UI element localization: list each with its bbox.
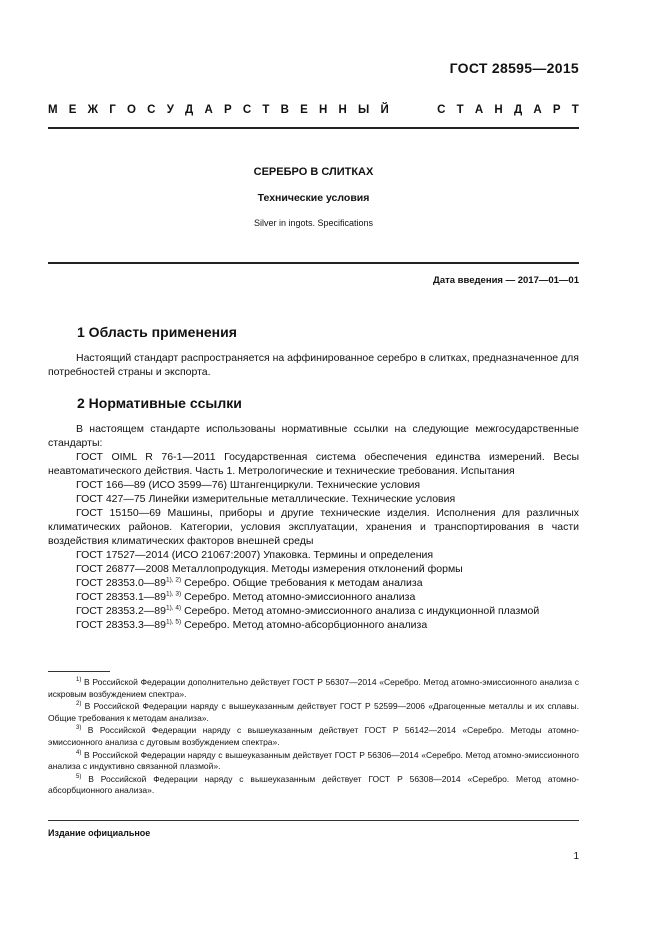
- reference-item: [48, 548, 579, 562]
- banner-letter: С: [242, 104, 252, 116]
- banner-letter: Е: [68, 104, 77, 116]
- reference-code: ГОСТ 28353.3—89: [76, 619, 166, 631]
- references-list: [48, 450, 579, 632]
- footnote: [48, 677, 579, 700]
- banner-letter: Т: [571, 104, 579, 116]
- banner-letter: Н: [318, 104, 328, 116]
- footnote-text: В Российской Федерации наряду с вышеуказанным действует ГОСТ Р 56142—2014 «Серебро. Методы атомно-эмиссионного анализа с дуговым возбуждением спектра».: [48, 725, 579, 747]
- reference-code: ГОСТ 15150—69: [76, 507, 161, 519]
- banner-letter: Н: [494, 104, 503, 116]
- reference-code: ГОСТ 26877—2008: [76, 563, 169, 575]
- reference-title: Серебро. Метод атомно-абсорбционного анализа: [184, 619, 428, 631]
- reference-code: ГОСТ 28353.1—89: [76, 591, 166, 603]
- footnote-mark: 1): [76, 677, 82, 684]
- reference-code: ГОСТ 17527—2014 (ИСО 21067:2007): [76, 549, 261, 561]
- footnote-mark: 2): [76, 701, 82, 708]
- banner-letter: У: [166, 104, 174, 116]
- footnote-text: В Российской Федерации наряду с вышеуказанным действует ГОСТ Р 52599—2006 «Драгоценные металлы и их сплавы. Общие требования к методам анализа».: [48, 701, 579, 723]
- reference-code: ГОСТ 28353.2—89: [76, 605, 166, 617]
- banner-letter: Ы: [358, 104, 370, 116]
- reference-item: [48, 618, 579, 632]
- document-subtitle: Технические условия: [257, 192, 370, 204]
- reference-title: Серебро. Метод атомно-эмиссионного анализа с индукционной плазмой: [184, 605, 540, 617]
- page-number: 1: [573, 851, 579, 862]
- reference-footnote-mark: 1), 5): [165, 618, 182, 626]
- scope-paragraph: [48, 351, 579, 379]
- banner-letter: С: [437, 104, 446, 116]
- reference-title: Серебро. Метод атомно-эмиссионного анализа: [184, 591, 416, 603]
- reference-title: Упаковка. Термины и определения: [263, 549, 434, 561]
- banner-letter: В: [280, 104, 289, 116]
- scope-text: Настоящий стандарт распространяется на аффинированное серебро в слитках, предназначенное для потребностей страны и экспорта.: [48, 352, 579, 378]
- title-divider: [48, 262, 579, 264]
- english-title: Silver in ingots. Specifications: [253, 218, 374, 228]
- banner-word-gap: [400, 104, 426, 116]
- reference-code: ГОСТ 28353.0—89: [76, 577, 166, 589]
- interstate-standard-banner: [48, 104, 579, 116]
- reference-item: [48, 590, 579, 604]
- reference-item: [48, 506, 579, 548]
- banner-letter: М: [48, 104, 58, 116]
- reference-code: ГОСТ 166—89 (ИСО 3599—76): [76, 479, 227, 491]
- footnote-mark: 5): [76, 773, 82, 780]
- banner-letter: А: [204, 104, 213, 116]
- banner-letter: Т: [456, 104, 464, 116]
- footnote-mark: 3): [76, 725, 82, 732]
- banner-letter: Ж: [87, 104, 99, 116]
- reference-item: [48, 576, 579, 590]
- reference-title: Штангенциркули. Технические условия: [229, 479, 421, 491]
- introduction-date: Дата введения — 2017—01—01: [433, 275, 579, 286]
- footnote-separator: [48, 671, 110, 672]
- top-divider: [48, 127, 579, 129]
- footnote-text: В Российской Федерации наряду с вышеуказанным действует ГОСТ Р 56308—2014 «Серебро. Метод атомно-абсорбционного анализа».: [48, 773, 579, 796]
- reference-footnote-mark: 1), 2): [165, 576, 182, 584]
- banner-letter: Р: [223, 104, 232, 116]
- banner-letter: Р: [552, 104, 561, 116]
- references-intro-paragraph: [48, 422, 579, 450]
- footnote: [48, 774, 579, 797]
- footnote-mark: 4): [76, 749, 82, 756]
- reference-footnote-mark: 1), 3): [165, 590, 182, 598]
- reference-item: [48, 492, 579, 506]
- banner-letter: Д: [185, 104, 194, 116]
- banner-letter: Г: [109, 104, 116, 116]
- reference-title: Серебро. Общие требования к методам анализа: [184, 577, 423, 589]
- banner-letter: О: [127, 104, 136, 116]
- banner-letter: Н: [338, 104, 347, 116]
- footnote: [48, 701, 579, 724]
- footnote-text: В Российской Федерации наряду с вышеуказанным действует ГОСТ Р 56306—2014 «Серебро. Метод атомно-эмиссионного анализа с индуктивно связанной плазмой».: [48, 749, 579, 772]
- footnotes: [48, 677, 579, 797]
- reference-title: Государственная система обеспечения единства измерений. Весы неавтоматического действия. Часть 1. Метрологические и технические требования. Испытания: [48, 451, 579, 477]
- banner-letter: Д: [513, 104, 523, 116]
- bottom-divider: [48, 820, 579, 821]
- section-heading-scope: 1 Область применения: [77, 324, 237, 340]
- footnote: [48, 750, 579, 773]
- reference-title: Машины, приборы и другие технические изделия. Исполнения для различных климатических районов. Категории, условия эксплуатации, хранения и транспортирования в части воздействия климатических факторов внешней среды: [48, 507, 579, 547]
- footnote-text: В Российской Федерации дополнительно действует ГОСТ Р 56307—2014 «Серебро. Метод атомно-эмиссионного анализа с искровым возбуждением спектра».: [48, 677, 579, 699]
- section-heading-normative-references: 2 Нормативные ссылки: [77, 395, 242, 411]
- reference-item: [48, 450, 579, 478]
- reference-item: [48, 562, 579, 576]
- official-edition-label: Издание официальное: [48, 828, 151, 838]
- reference-item: [48, 478, 579, 492]
- reference-code: ГОСТ 427—75: [76, 493, 146, 505]
- reference-code: ГОСТ OIML R 76-1—2011: [76, 451, 216, 463]
- banner-letter: А: [533, 104, 542, 116]
- document-number: ГОСТ 28595—2015: [449, 60, 579, 76]
- document-title: СЕРЕБРО В СЛИТКАХ: [253, 166, 374, 178]
- banner-letter: Й: [380, 104, 389, 116]
- banner-letter: Т: [262, 104, 270, 116]
- banner-letter: С: [147, 104, 156, 116]
- references-intro-text: В настоящем стандарте использованы нормативные ссылки на следующие межгосударственные стандарты:: [48, 423, 579, 449]
- reference-title: Линейки измерительные металлические. Технические условия: [148, 493, 456, 505]
- reference-footnote-mark: 1), 4): [165, 604, 182, 612]
- reference-title: Металлопродукция. Методы измерения отклонений формы: [171, 563, 463, 575]
- banner-letter: Е: [300, 104, 308, 116]
- banner-letter: А: [474, 104, 484, 116]
- reference-item: [48, 604, 579, 618]
- footnote: [48, 725, 579, 748]
